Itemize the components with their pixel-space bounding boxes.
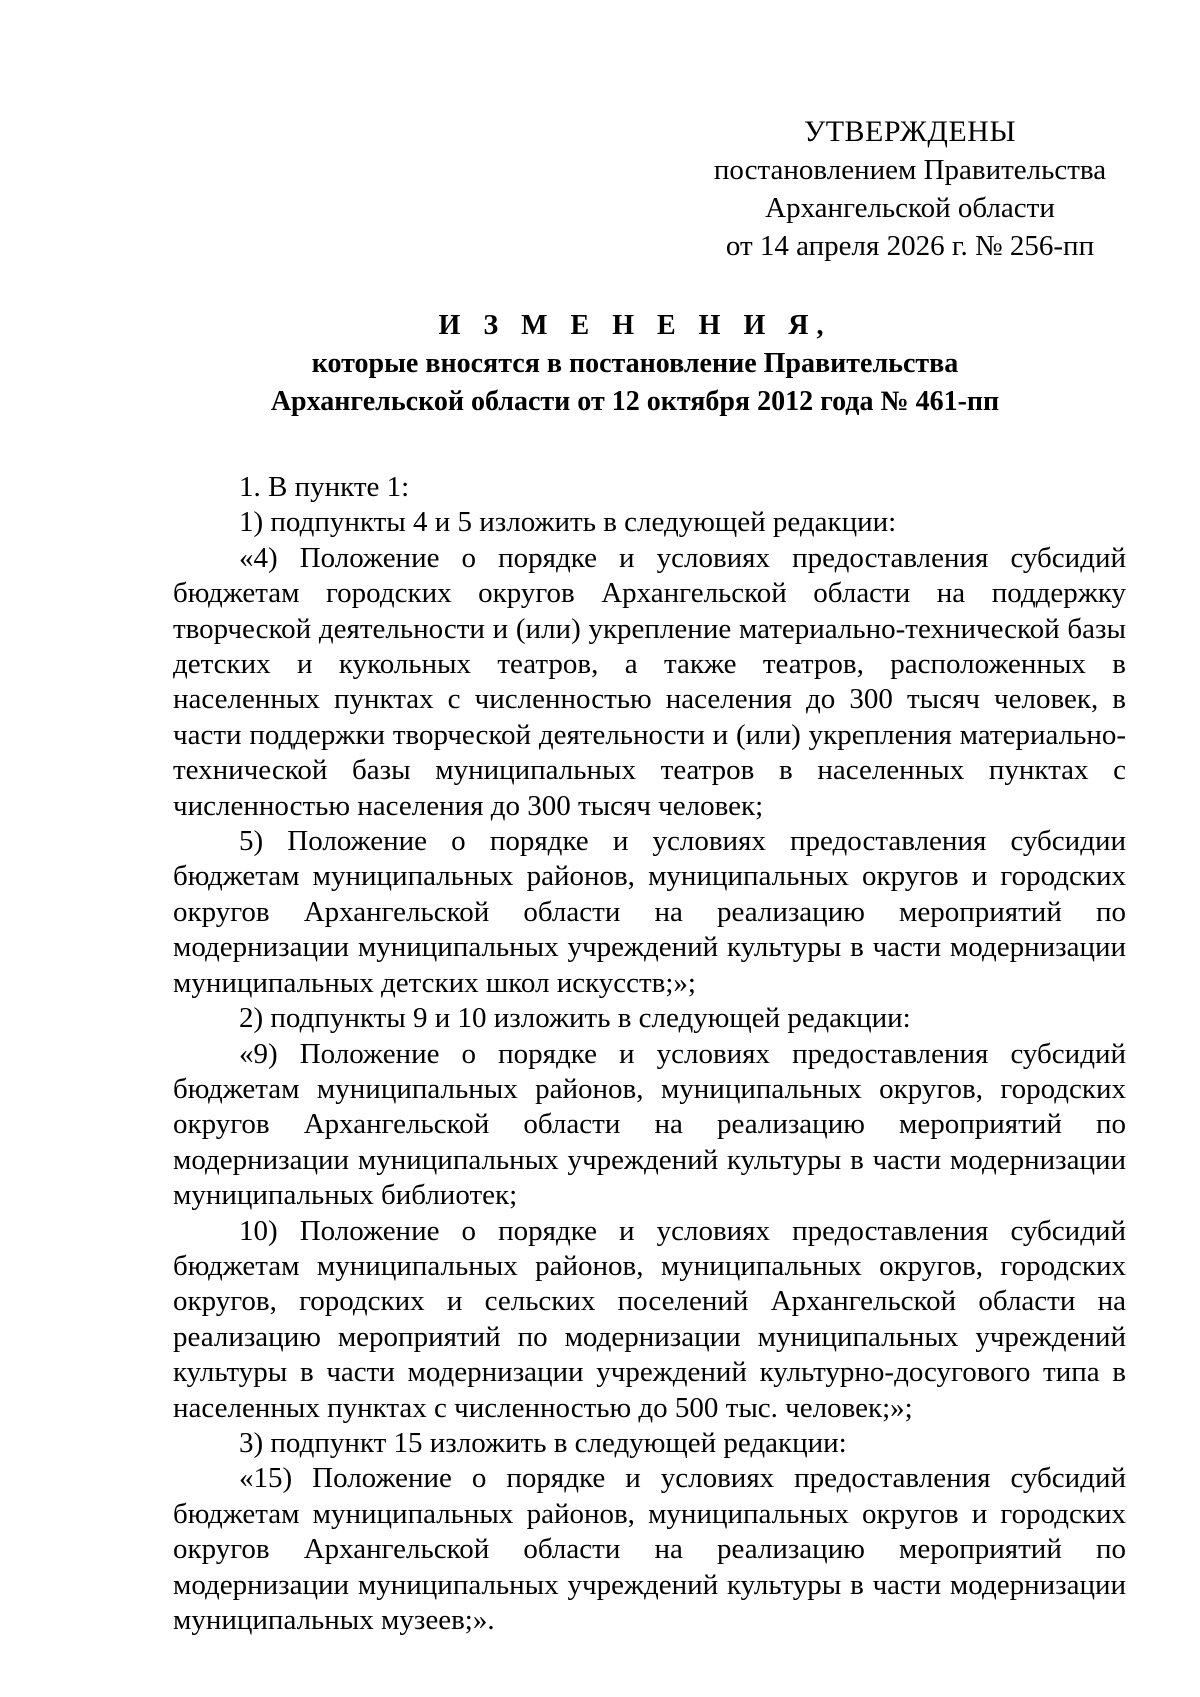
- paragraph: 2) подпункты 9 и 10 изложить в следующей редакции:: [239, 1002, 911, 1035]
- paragraph: 1) подпункты 4 и 5 изложить в следующей редакции:: [239, 506, 897, 539]
- paragraph: «4) Положение о порядке и условиях предоставления субсидий бюджетам городских округов Архангельской области на поддержку творческой деятельности и (или) укрепление материально-технической базы детских и кукольных театров, а также театров, расположенных в населенных пунктах с численностью населения до 300 тысяч человек, в части поддержки творческой деятельности и (или) укрепления материально-технической базы муниципальных театров в населенных пунктах с численностью населения до 300 тысяч человек;: [173, 541, 1126, 822]
- document-heading: [170, 307, 1100, 421]
- paragraph: 3) подпункт 15 изложить в следующей редакции:: [239, 1426, 847, 1459]
- paragraph: 1. В пункте 1:: [239, 471, 410, 503]
- paragraph: «15) Положение о порядке и условиях предоставления субсидий бюджетам муниципальных районов, муниципальных округов и городских округов Архангельской области на реализацию мероприятий по модернизации муниципальных учреждений культуры в части модернизации муниципальных музеев;».: [173, 1462, 1126, 1636]
- paragraph: 5) Положение о порядке и условиях предоставления субсидии бюджетам муниципальных районов, муниципальных округов и городских округов Архангельской области на реализацию мероприятий по модернизации муниципальных учреждений культуры в части модернизации муниципальных детских школ искусств;»;: [173, 825, 1126, 999]
- document-subtitle: которые вносятся в постановление Правительства: [311, 348, 959, 379]
- paragraph: «9) Положение о порядке и условиях предоставления субсидий бюджетам муниципальных районов, муниципальных округов, городских округов Архангельской области на реализацию мероприятий по модернизации муниципальных учреждений культуры в части модернизации муниципальных библиотек;: [173, 1037, 1126, 1212]
- approval-date-number: от 14 апреля 2026 г. № 256-пп: [725, 230, 1095, 262]
- approval-stamp: [690, 113, 1130, 265]
- approval-line: постановлением Правительства: [713, 154, 1107, 186]
- document-title: И З М Е Н Е Н И Я,: [438, 310, 832, 341]
- document-body: [173, 470, 1126, 1638]
- paragraph: 10) Положение о порядке и условиях предоставления субсидий бюджетам муниципальных районов, муниципальных округов, городских округов, городских и сельских поселений Архангельской области на реализацию мероприятий по модернизации муниципальных учреждений культуры в части модернизации учреждений культурно-досугового типа в населенных пунктах с численностью до 500 тыс. человек;»;: [173, 1214, 1126, 1424]
- approval-title: УТВЕРЖДЕНЫ: [803, 115, 1017, 148]
- approval-line: Архангельской области: [765, 192, 1055, 224]
- document-subtitle: Архангельской области от 12 октября 2012 года № 461-пп: [270, 386, 1000, 417]
